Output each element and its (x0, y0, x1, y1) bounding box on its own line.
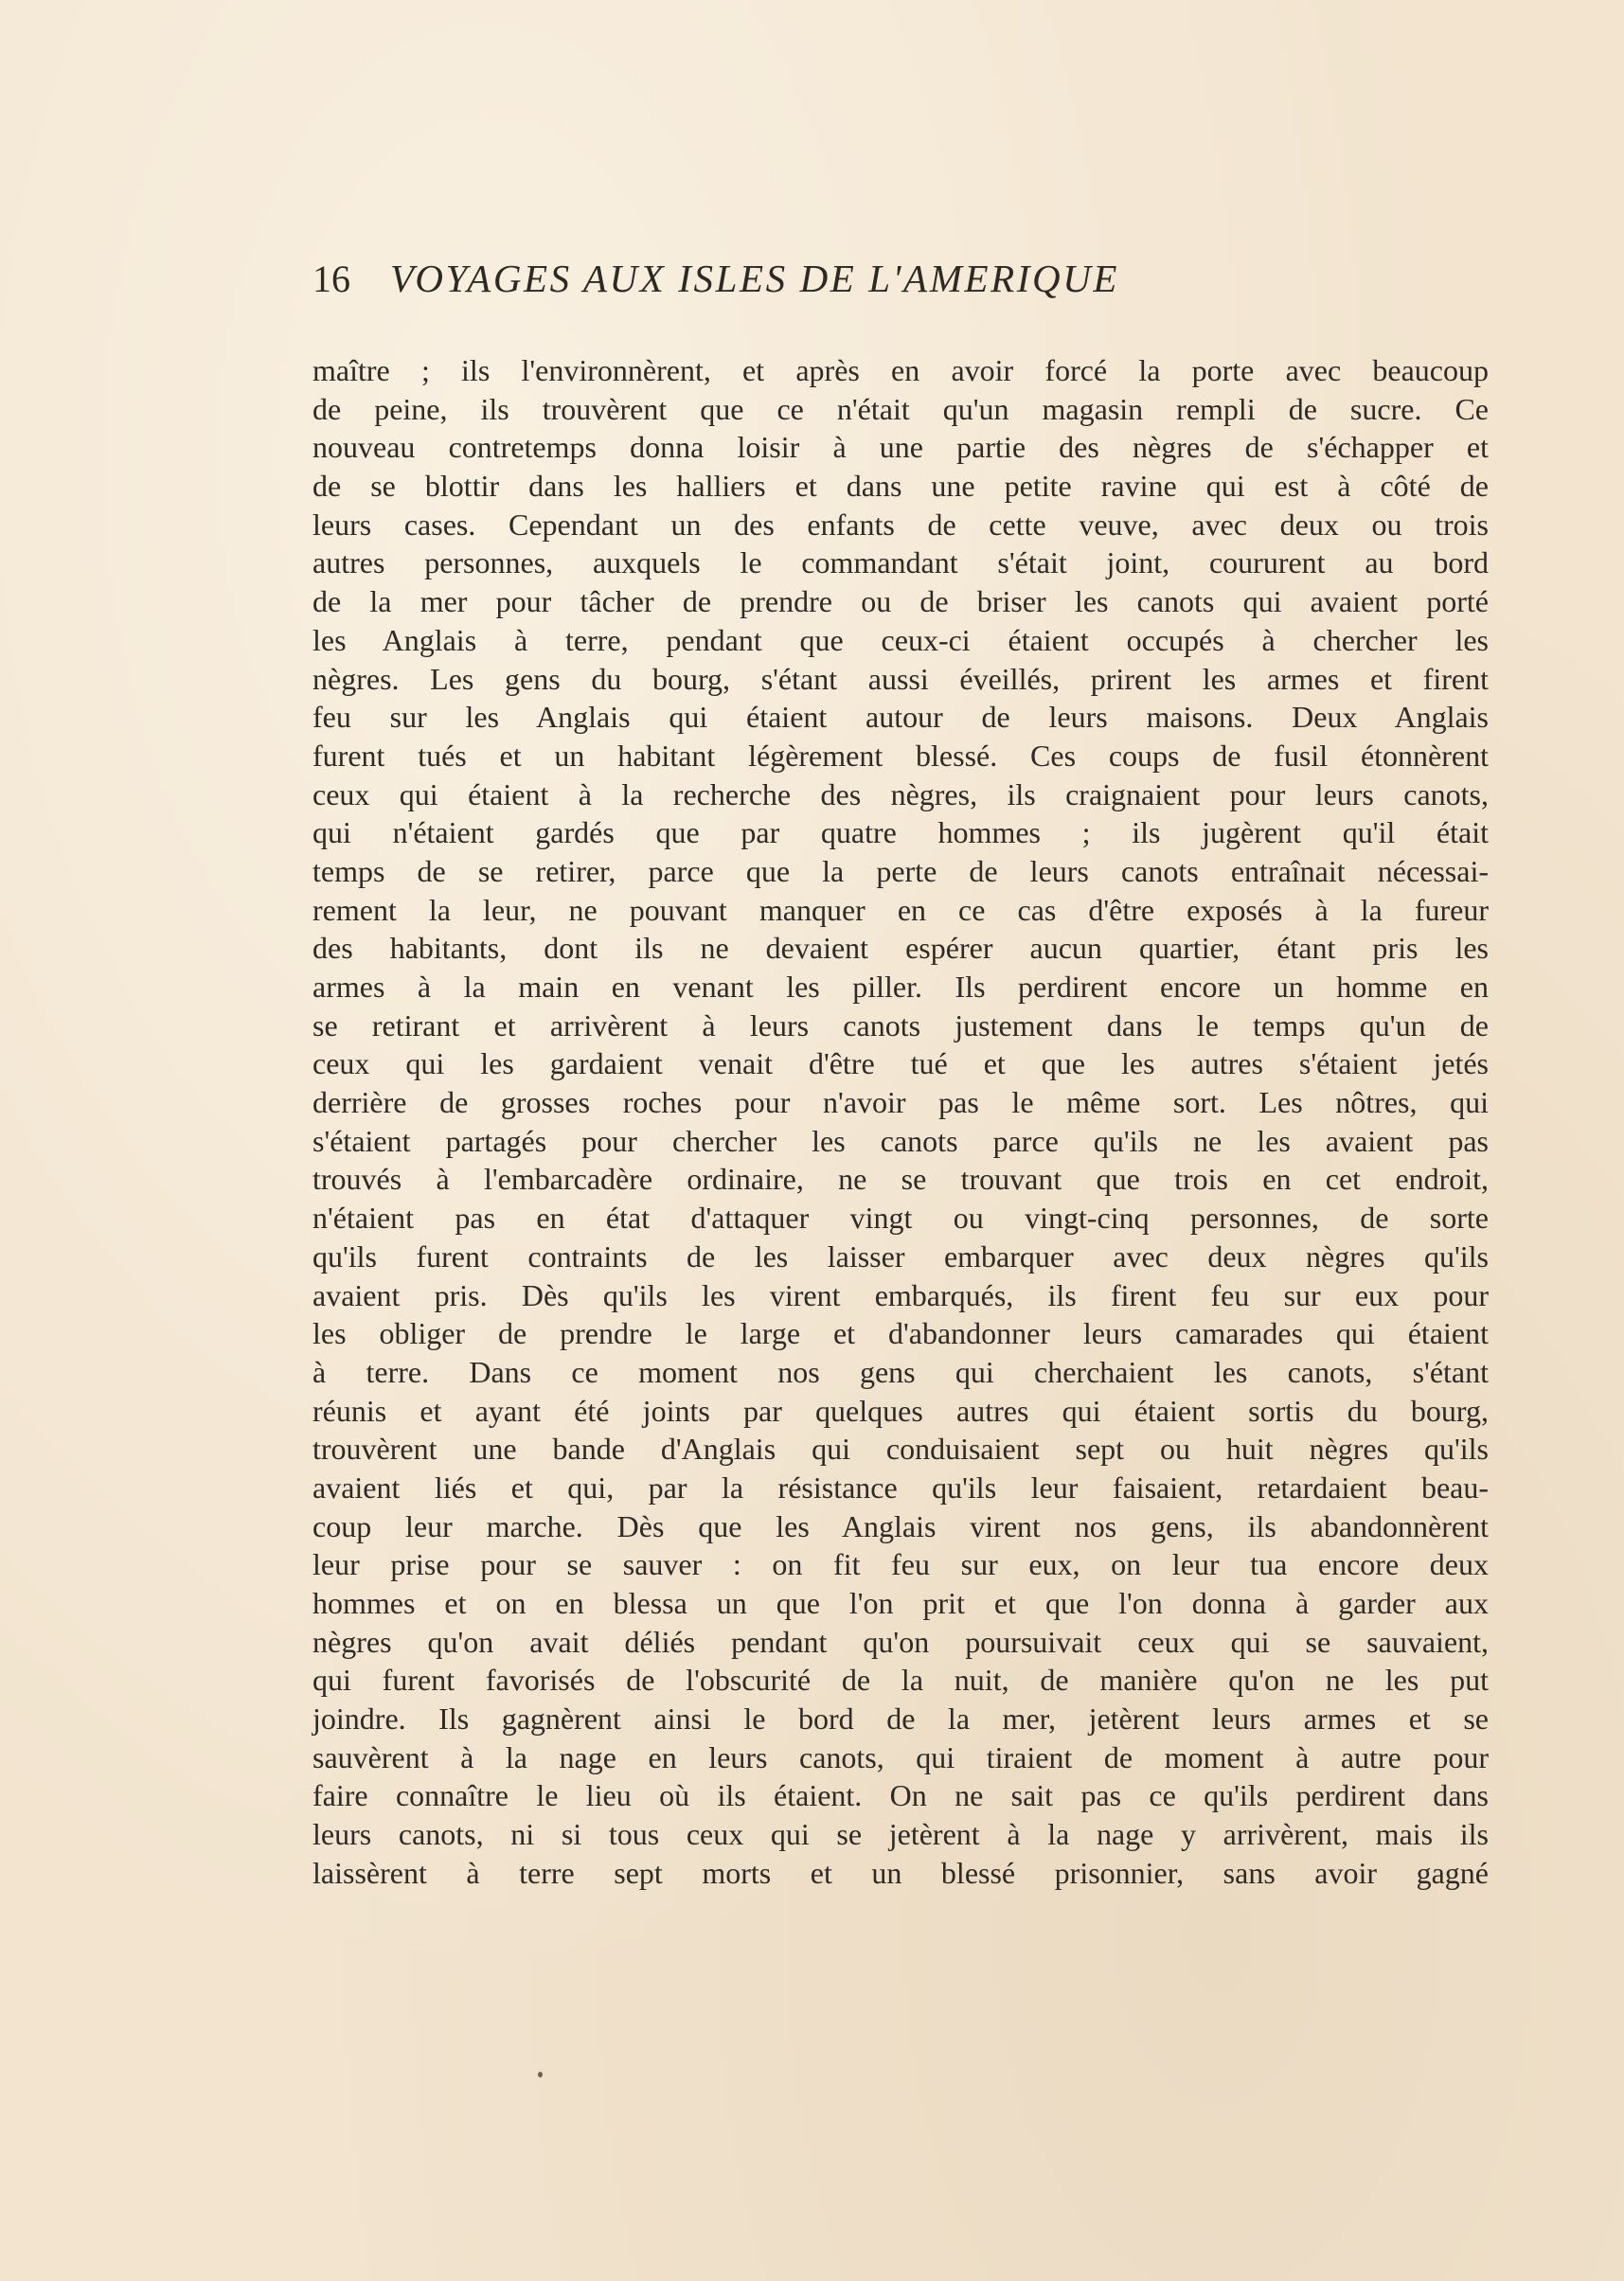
text-line: temps de se retirer, parce que la perte de leurs canots entraînait nécessai- (312, 853, 1489, 888)
text-line: derrière de grosses roches pour n'avoir pas le même sort. Les nôtres, qui (312, 1085, 1489, 1120)
text-line: trouvés à l'embarcadère ordinaire, ne se trouvant que trois en cet endroit, (312, 1162, 1489, 1197)
text-line: qui furent favorisés de l'obscurité de la nuit, de manière qu'on ne les put (312, 1663, 1489, 1698)
text-line: armes à la main en venant les piller. Ils perdirent encore un homme en (312, 970, 1489, 1004)
text-line: rement la leur, ne pouvant manquer en ce cas d'être exposés à la fureur (312, 892, 1489, 927)
text-line: feu sur les Anglais qui étaient autour de leurs maisons. Deux Anglais (312, 700, 1489, 735)
text-line: nègres qu'on avait déliés pendant qu'on poursuivait ceux qui se sauvaient, (312, 1624, 1489, 1659)
text-line: avaient liés et qui, par la résistance qu'ils leur faisaient, retardaient beau- (312, 1470, 1489, 1505)
text-line: nègres. Les gens du bourg, s'étant aussi éveillés, prirent les armes et firent (312, 661, 1489, 696)
running-title: VOYAGES AUX ISLES DE L'AMERIQUE (390, 257, 1120, 300)
text-line: laissèrent à terre sept morts et un blessé prisonnier, sans avoir gagné (312, 1855, 1489, 1890)
text-line: trouvèrent une bande d'Anglais qui conduisaient sept ou huit nègres qu'ils (312, 1432, 1489, 1467)
page-number: 16 (312, 258, 350, 300)
text-line: les obliger de prendre le large et d'abandonner leurs camarades qui étaient (312, 1316, 1489, 1351)
text-line: de la mer pour tâcher de prendre ou de briser les canots qui avaient porté (312, 584, 1489, 619)
paper-speck (538, 2072, 543, 2077)
text-line: de peine, ils trouvèrent que ce n'était qu'un magasin rempli de sucre. Ce (312, 391, 1489, 426)
text-line: réunis et ayant été joints par quelques autres qui étaient sortis du bourg, (312, 1393, 1489, 1428)
text-line: leurs cases. Cependant un des enfants de cette veuve, avec deux ou trois (312, 507, 1489, 542)
text-line: autres personnes, auxquels le commandant s'était joint, coururent au bord (312, 545, 1489, 580)
body-text (312, 351, 1489, 1893)
text-line: ceux qui étaient à la recherche des nègres, ils craignaient pour leurs canots, (312, 776, 1489, 811)
text-line: furent tués et un habitant légèrement blessé. Ces coups de fusil étonnèrent (312, 738, 1489, 773)
text-line: sauvèrent à la nage en leurs canots, qui tiraient de moment à autre pour (312, 1739, 1489, 1774)
text-line: à terre. Dans ce moment nos gens qui cherchaient les canots, s'étant (312, 1354, 1489, 1389)
text-line: ceux qui les gardaient venait d'être tué et que les autres s'étaient jetés (312, 1046, 1489, 1081)
text-line: de se blottir dans les halliers et dans une petite ravine qui est à côté de (312, 469, 1489, 504)
text-line: faire connaître le lieu où ils étaient. On ne sait pas ce qu'ils perdirent dans (312, 1778, 1489, 1813)
text-line: joindre. Ils gagnèrent ainsi le bord de la mer, jetèrent leurs armes et se (312, 1702, 1489, 1737)
text-line: hommes et on en blessa un que l'on prit et que l'on donna à garder aux (312, 1586, 1489, 1620)
text-line: les Anglais à terre, pendant que ceux-ci étaient occupés à chercher les (312, 622, 1489, 657)
text-line: maître ; ils l'environnèrent, et après en avoir forcé la porte avec beaucoup (312, 353, 1489, 387)
page-header (312, 256, 1392, 312)
text-line: coup leur marche. Dès que les Anglais virent nos gens, ils abandonnèrent (312, 1508, 1489, 1543)
text-line: n'étaient pas en état d'attaquer vingt ou vingt-cinq personnes, de sorte (312, 1201, 1489, 1236)
text-line: s'étaient partagés pour chercher les canots parce qu'ils ne les avaient pas (312, 1123, 1489, 1158)
text-line: leurs canots, ni si tous ceux qui se jetèrent à la nage y arrivèrent, mais ils (312, 1817, 1489, 1852)
text-line: des habitants, dont ils ne devaient espérer aucun quartier, étant pris les (312, 931, 1489, 966)
text-line: nouveau contretemps donna loisir à une partie des nègres de s'échapper et (312, 430, 1489, 465)
text-line: se retirant et arrivèrent à leurs canots justement dans le temps qu'un de (312, 1007, 1489, 1042)
text-line: qui n'étaient gardés que par quatre hommes ; ils jugèrent qu'il était (312, 815, 1489, 850)
text-line: leur prise pour se sauver : on fit feu sur eux, on leur tua encore deux (312, 1547, 1489, 1582)
text-line: avaient pris. Dès qu'ils les virent embarqués, ils firent feu sur eux pour (312, 1277, 1489, 1312)
text-line: qu'ils furent contraints de les laisser embarquer avec deux nègres qu'ils (312, 1239, 1489, 1274)
